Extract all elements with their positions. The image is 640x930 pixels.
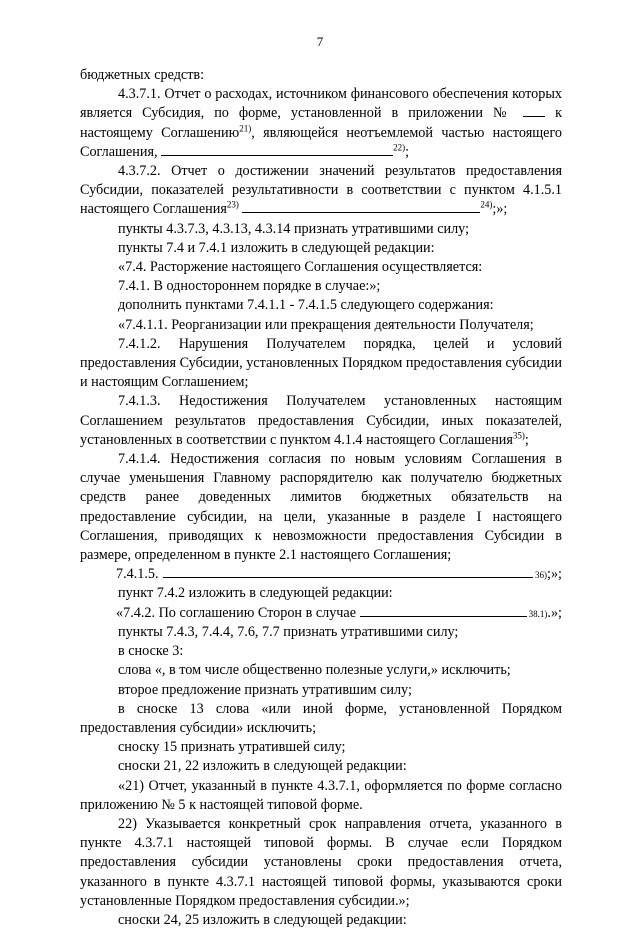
text: 4.3.7.1. Отчет о расходах, источником финансового обеспечения которых является Субсидия, по форме, установленной в приложении № (80, 86, 562, 122)
footnote-ref: 24) (480, 199, 493, 210)
paragraph (80, 239, 562, 258)
text: дополнить пунктами 7.4.1.1 - 7.4.1.5 следующего содержания: (118, 297, 494, 314)
text: бюджетных средств: (80, 67, 205, 83)
text: 7.4.1.5. (116, 566, 159, 583)
document-body (80, 66, 562, 930)
paragraph (80, 258, 562, 277)
blank-line (360, 604, 527, 617)
text: сноски 24, 25 изложить в следующей редакции: (118, 911, 407, 928)
paragraph (80, 642, 562, 661)
paragraph (80, 700, 562, 738)
paragraph (80, 738, 562, 757)
text: 7.4.1.2. Нарушения Получателем порядка, целей и условий предоставления Субсидии, установленных Порядком предоставления субсидии и настоящим Соглашением; (80, 335, 562, 391)
paragraph (80, 392, 562, 450)
text: пункты 7.4.3, 7.4.4, 7.6, 7.7 признать утратившими силу; (118, 623, 459, 640)
paragraph-7-4-1-5: 7.4.1.5. 36) ;»; (80, 565, 562, 584)
paragraph (80, 757, 562, 776)
page-number: 7 (316, 34, 324, 49)
text: ; (405, 143, 410, 160)
text: сноски 21, 22 изложить в следующей редакции: (118, 758, 407, 775)
text: ;»; (492, 201, 508, 218)
text: в сноске 3: (118, 643, 184, 660)
text: второе предложение признать утратившим силу; (118, 681, 412, 698)
paragraph (80, 681, 562, 700)
blank-line (242, 200, 480, 213)
text: «7.4.1.1. Реорганизации или прекращения деятельности Получателя; (118, 316, 534, 333)
text: к настоящему Соглашению (80, 105, 562, 141)
footnote-ref: 23) (226, 199, 239, 210)
text: «7.4. Расторжение настоящего Соглашения осуществляется: (118, 259, 483, 276)
blank-line (523, 104, 545, 117)
paragraph-4-3-7-1 (80, 85, 562, 162)
text: 7.4.1.4. Недостижения согласия по новым условиям Соглашения в случае уменьшения Главному распорядителю как получателю бюджетных средств ранее доведенных лимитов бюджетных обязательств на предоставление субсидии, на цели, указанные в разделе I настоящего Соглашения, приводящих к невозможности предоставления Субсидии в размере, определенном в пункте 2.1 настоящего Соглашения; (80, 451, 562, 564)
text: «7.4.2. По соглашению Сторон в случае (116, 604, 357, 621)
paragraph (80, 220, 562, 239)
paragraph (80, 623, 562, 642)
text: слова «, в том числе общественно полезные услуги,» исключить; (118, 662, 511, 679)
footnote-ref: 21) (239, 122, 252, 133)
paragraph (80, 661, 562, 680)
text: 22) Указывается конкретный срок направления отчета, указанного в пункте 4.3.7.1 настоящей типовой формы. В случае если Порядком предоставления субсидии установлены сроки предоставления отчета, указанного в пункте 4.3.7.1 настоящей типовой формы, указываются сроки установленные Порядком предоставления субсидии.»; (80, 815, 562, 909)
paragraph (80, 911, 562, 930)
text: 4.3.7.2. Отчет о достижении значений результатов предоставления Субсидии, показателей результативности в соответствии с пунктом 4.1.5.1 настоящего Соглашения (80, 163, 562, 218)
paragraph (80, 277, 562, 296)
text: ; (524, 431, 529, 448)
blank-line (163, 565, 533, 578)
text: в сноске 13 слова «или иной форме, установленной Порядком предоставления субсидии» исключить; (80, 700, 562, 736)
text: ;»; (547, 566, 562, 583)
text: 7.4.1.3. Недостижения Получателем установленных настоящим Соглашением результатов предоставления Субсидии, иных показателей, установленных в соответствии с пунктом 4.1.4 настоящего Соглашения (80, 393, 562, 448)
paragraph-4-3-7-2 (80, 162, 562, 220)
text: пункты 4.3.7.3, 4.3.13, 4.3.14 признать утратившими силу; (118, 220, 470, 237)
paragraph (80, 815, 562, 911)
text: «21) Отчет, указанный в пункте 4.3.7.1, оформляется по форме согласно приложению № 5 к настоящей типовой форме. (80, 777, 562, 813)
text: пункт 7.4.2 изложить в следующей редакции: (118, 585, 393, 602)
footnote-ref: 22) (393, 142, 406, 153)
paragraph (80, 316, 562, 335)
paragraph (80, 584, 562, 603)
footnote-ref: 35) (512, 430, 525, 441)
paragraph (80, 450, 562, 565)
text: , являющейся неотъемлемой частью настоящего Соглашения, (80, 124, 563, 160)
text: .»; (547, 604, 562, 621)
blank-line (161, 143, 393, 156)
paragraph (80, 296, 562, 315)
text: сноску 15 признать утратившей силу; (118, 739, 346, 756)
text: 7.4.1. В одностороннем порядке в случае:»; (118, 278, 381, 295)
text: пункты 7.4 и 7.4.1 изложить в следующей редакции: (118, 239, 435, 256)
paragraph (80, 777, 562, 815)
paragraph-7-4-2: «7.4.2. По соглашению Сторон в случае 38.1) .»; (80, 604, 562, 623)
paragraph-budget-funds (80, 66, 562, 85)
paragraph (80, 335, 562, 393)
